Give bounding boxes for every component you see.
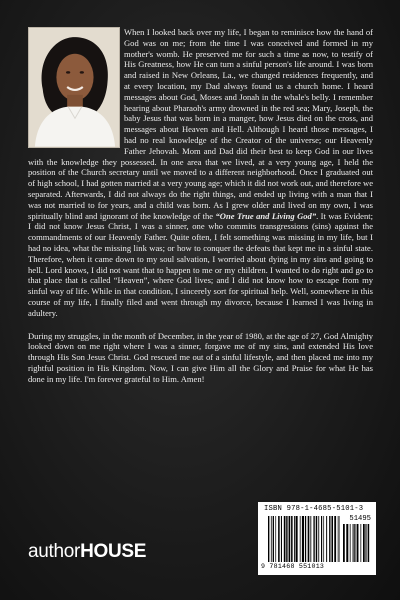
publisher-logo — [28, 541, 146, 563]
paragraph-2: During my struggles, in the month of December, in the year of 1980, at the age of 27, God Almighty looked down on me right where I was a sinner, forgave me of my sins, and extended His love through His Son Jesus Christ. God rescued me out of a sinful lifestyle, and then placed me into my rightful position in His Kingdom. Now, I can give Him all the Glory and Praise for what He has done in my life. I'm forever grateful to Him. Amen! — [28, 330, 373, 384]
price-code: 51495 — [349, 515, 371, 523]
barcode-bars — [268, 516, 340, 562]
isbn-number: ISBN 978-1-4685-5101-3 — [264, 505, 364, 513]
barcode-digits: 9 781468 551013 — [261, 563, 325, 570]
photo-spacer — [28, 27, 124, 152]
logo-part-1: author — [28, 541, 81, 562]
isbn-barcode — [258, 502, 376, 575]
paragraph-1-part-a: When I looked back over my life, I began to reminisce how the hand of God was on me; from the time I was conceived and formed in my mother's womb. He preserved me for such a time as now, to testify of His Greatness, how He can turn a sinful person's life around. I was born and raised in New Orleans, La., we changed residences frequently, and at every location, my Dad always found us a church home. I heard messages about God, Moses and Jonah in the whale's belly. I remember hearing about Pharaoh's army drowned in the red sea; Mary, Joseph, the baby Jesus that was born in a manger, how Jesus died on the cross, and messages about Heaven and Hell. Although I heard those messages, I had no real knowledge of the Creator of the universe; our Heavenly Father Jehovah. Mom and Dad did their best to keep God in our lives with the knowledge they possessed. In one area that we lived, at a very young age, I held the position of the Church secretary until we moved to a different neighborhood. Once I graduated out of high school, I had gotten married at a very young age; which it did not work out, and therefore we separated. Afterwards, I did not always do the right things, and ended up living with a man that I was not married to for years, and a child was born. As I grew older and lived on my own, I was spiritually blind and ignorant of the knowledge of the — [28, 27, 373, 221]
emphasized-phrase: “One True and Living God” — [215, 210, 317, 221]
barcode-addon-bars — [343, 524, 371, 562]
paragraph-1-part-b: . It was Evident; I did not know Jesus Christ, I was a sinner, one who commits transgressions (sins) against the commandments of our Heavenly Father. Quite often, I felt something was missing in my life, but I had no idea, what the missing link was; or how to conquer the defeats that kept me in a sinful state. Therefore, when it came down to my soul salvation, I worried about dying in my sins and going to hell. Lord knows, I did not want that to happen to me or my children. I wanted to do right and go to that place that is called “Heaven”, where God lives; and I did not know how to escape from my sinful way of life. While in that condition, I sincerely sort for spiritual help. Well, somewhere in this course of my life, I finally filed and went through my divorce, because I learned I was living in adultery. — [28, 210, 374, 318]
logo-part-2: HOUSE — [80, 541, 147, 562]
synopsis-text — [28, 27, 373, 385]
